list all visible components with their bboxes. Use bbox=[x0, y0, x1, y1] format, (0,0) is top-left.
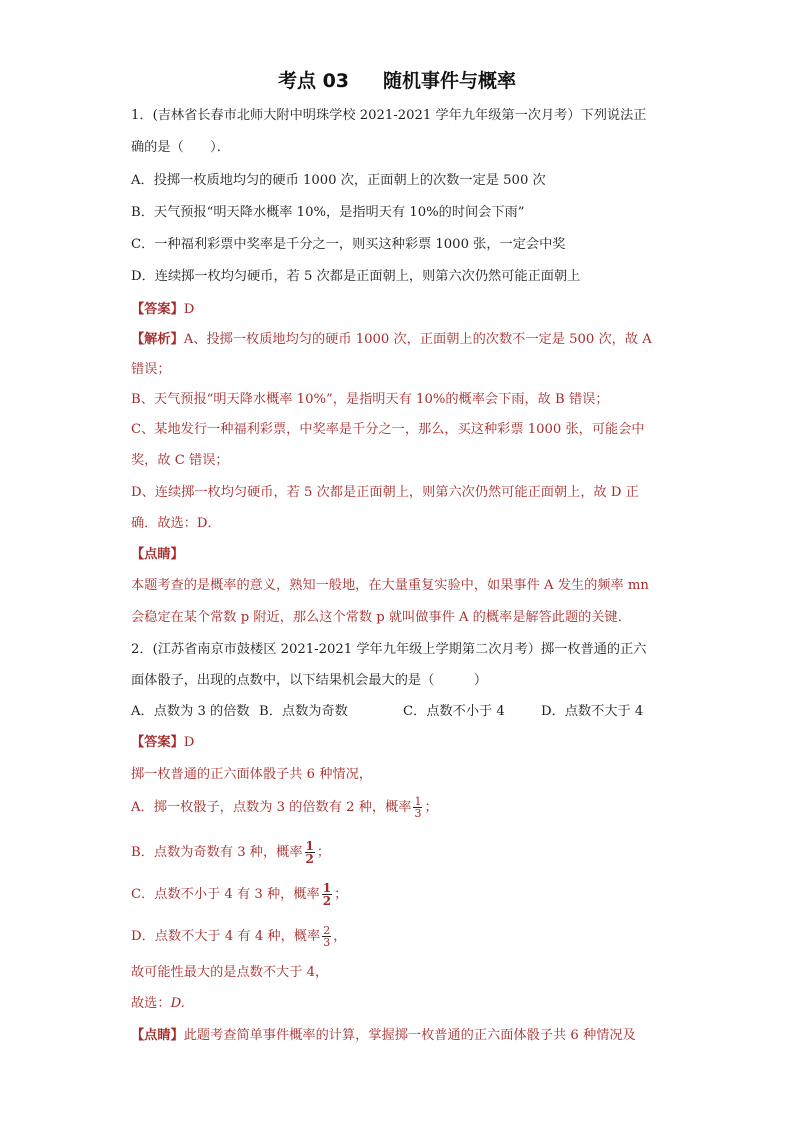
fraction-two-thirds bbox=[322, 925, 331, 948]
comment-text: 此题考查简单事件概率的计算，掌握掷一枚普通的正六面体骰子共 6 种情况及 bbox=[183, 1028, 636, 1043]
frac-num: 2 bbox=[323, 924, 331, 937]
page-title bbox=[0, 66, 794, 93]
answer-tag: 【答案】 bbox=[131, 735, 184, 750]
q1-stem-line2: 确的是（ ）． bbox=[131, 140, 230, 155]
frac-den: 2 bbox=[305, 852, 314, 866]
title-prefix: 考点 03 bbox=[277, 70, 350, 92]
q2-option-a: A．点数为 3 的倍数 bbox=[131, 704, 250, 719]
choose-value: D. bbox=[170, 996, 185, 1011]
q2-stem-line2: 面体骰子，出现的点数中，以下结果机会最大的是（ ） bbox=[131, 673, 488, 688]
q1-analysis-line3: B、天气预报“明天降水概率 10%”，是指明天有 10%的概率会下雨，故 B 错误； bbox=[131, 392, 609, 407]
q1-analysis-line5: 奖，故 C 错误； bbox=[131, 453, 229, 468]
frac-num: 1 bbox=[414, 795, 422, 808]
analysis-tag: 【解析】 bbox=[131, 332, 184, 347]
q1-option-d: D．连续掷一枚均匀硬币，若 5 次都是正面朝上，则第六次仍然可能正面朝上 bbox=[131, 269, 581, 284]
frac-den: 2 bbox=[322, 894, 332, 908]
answer-tag: 【答案】 bbox=[131, 302, 184, 317]
q2-choose bbox=[131, 994, 661, 1014]
q2-comment bbox=[131, 1026, 661, 1046]
q1-comment-line1: 本题考查的是概率的意义，熟知一般地，在大量重复实验中，如果事件 A 发生的频率 mn bbox=[131, 578, 649, 593]
answer-value: D bbox=[183, 302, 195, 317]
q2-option-c: C．点数不小于 4 bbox=[403, 704, 505, 719]
q1-answer bbox=[131, 300, 661, 320]
q2-option-b: B．点数为奇数 bbox=[259, 704, 348, 719]
q1-analysis-line1 bbox=[131, 330, 661, 350]
q2-solution-c bbox=[131, 882, 661, 907]
q2-solution-d bbox=[131, 925, 661, 948]
sol-d-text: D．点数不大于 4 有 4 种，概率 bbox=[131, 929, 321, 944]
q2-options bbox=[131, 702, 661, 722]
analysis-text: A、投掷一枚质地均匀的硬币 1000 次，正面朝上的次数不一定是 500 次，故 A bbox=[183, 332, 652, 347]
frac-den: 3 bbox=[323, 936, 331, 949]
sol-c-end: ； bbox=[334, 887, 348, 902]
q1-analysis-line6: D、连续掷一枚均匀硬币，若 5 次都是正面朝上，则第六次仍然可能正面朝上，故 D 正 bbox=[131, 485, 639, 500]
q1-analysis-line4: C、某地发行一种福利彩票，中奖率是千分之一，那么，买这种彩票 1000 张，可能会中 bbox=[131, 422, 645, 437]
comment-tag: 【点睛】 bbox=[131, 547, 184, 562]
sol-a-end: ； bbox=[424, 800, 438, 815]
q2-stem-line1: 2．(江苏省南京市鼓楼区 2021-2021 学年九年级上学期第二次月考）掷一枚普通的正六 bbox=[131, 642, 647, 657]
sol-b-end: ； bbox=[316, 845, 331, 860]
q1-comment-tag bbox=[131, 545, 661, 565]
q2-solution-b bbox=[131, 840, 661, 865]
sol-d-end: ， bbox=[333, 929, 347, 944]
comment-tag: 【点睛】 bbox=[131, 1028, 184, 1043]
fraction-one-third bbox=[413, 796, 422, 819]
q2-option-d: D．点数不大于 4 bbox=[541, 704, 644, 719]
title-main: 随机事件与概率 bbox=[383, 70, 517, 92]
q2-solution-intro: 掷一枚普通的正六面体骰子共 6 种情况， bbox=[131, 767, 372, 782]
fraction-one-half bbox=[322, 882, 332, 907]
sol-c-text: C．点数不小于 4 有 3 种，概率 bbox=[131, 887, 320, 902]
q2-answer bbox=[131, 733, 661, 753]
frac-num: 1 bbox=[322, 881, 332, 895]
choose-prefix: 故选： bbox=[131, 996, 171, 1011]
q2-conclusion: 故可能性最大的是点数不大于 4， bbox=[131, 965, 329, 980]
q1-analysis-line2: 错误； bbox=[131, 362, 171, 377]
answer-value: D bbox=[183, 735, 195, 750]
frac-den: 3 bbox=[414, 807, 422, 820]
q1-analysis-line7: 确．故选：D． bbox=[131, 516, 221, 531]
q1-stem-line1: 1．(吉林省长春市北师大附中明珠学校 2021-2021 学年九年级第一次月考）下列说法正 bbox=[131, 108, 647, 123]
q1-option-b: B．天气预报“明天降水概率 10%，是指明天有 10%的时间会下雨” bbox=[131, 205, 525, 220]
frac-num: 1 bbox=[305, 839, 314, 853]
sol-a-text: A．掷一枚骰子，点数为 3 的倍数有 2 种，概率 bbox=[131, 800, 412, 815]
sol-b-text: B．点数为奇数有 3 种，概率 bbox=[131, 845, 303, 860]
q2-solution-a bbox=[131, 796, 661, 819]
q1-option-a: A．投掷一枚质地均匀的硬币 1000 次，正面朝上的次数一定是 500 次 bbox=[131, 173, 546, 188]
q1-option-c: C．一种福利彩票中奖率是千分之一，则买这种彩票 1000 张，一定会中奖 bbox=[131, 237, 566, 252]
fraction-one-half bbox=[305, 840, 315, 865]
q1-comment-line2: 会稳定在某个常数 p 附近，那么这个常数 p 就叫做事件 A 的概率是解答此题的关键． bbox=[131, 610, 631, 625]
